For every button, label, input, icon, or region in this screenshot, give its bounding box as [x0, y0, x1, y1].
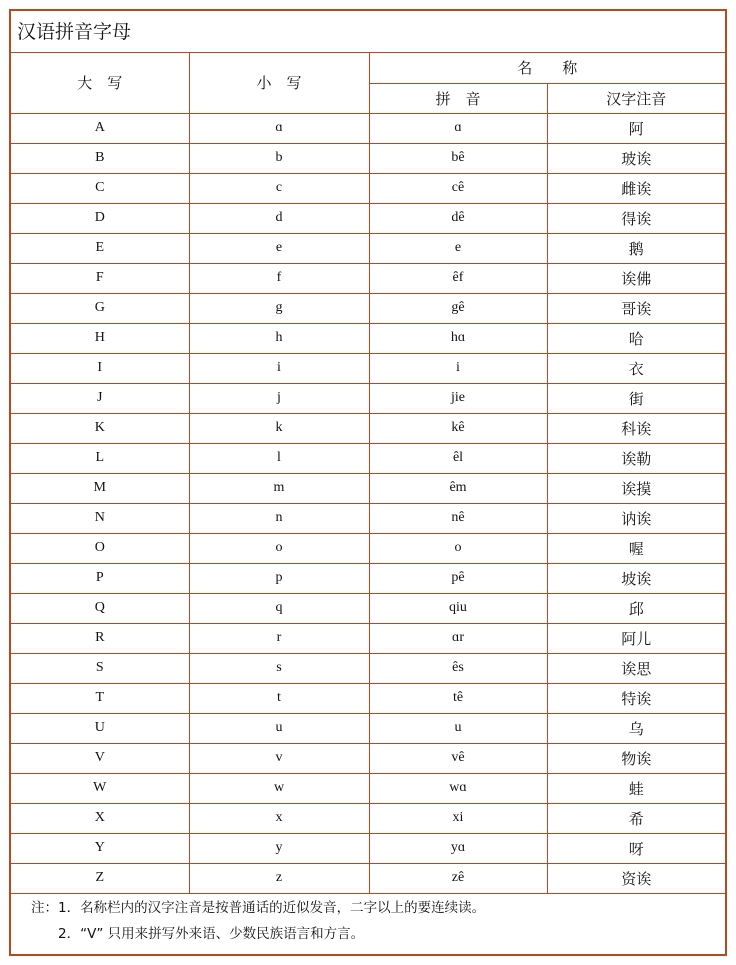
table-row — [11, 473, 725, 503]
cell-lower: g — [189, 293, 369, 323]
cell-hanzi: 科诶 — [547, 413, 725, 443]
table-row — [11, 443, 725, 473]
cell-hanzi: 诶勒 — [547, 443, 725, 473]
cell-lower: z — [189, 863, 369, 893]
cell-pinyin: hɑ — [369, 323, 547, 353]
cell-upper: Y — [11, 833, 189, 863]
cell-hanzi: 诶思 — [547, 653, 725, 683]
cell-upper: N — [11, 503, 189, 533]
cell-hanzi: 鹅 — [547, 233, 725, 263]
header-lower: 小 写 — [189, 53, 369, 113]
table-row — [11, 143, 725, 173]
cell-pinyin: jie — [369, 383, 547, 413]
cell-hanzi: 喔 — [547, 533, 725, 563]
cell-upper: S — [11, 653, 189, 683]
cell-upper: F — [11, 263, 189, 293]
cell-lower: x — [189, 803, 369, 833]
alphabet-table — [11, 53, 725, 894]
cell-pinyin: vê — [369, 743, 547, 773]
cell-pinyin: cê — [369, 173, 547, 203]
cell-lower: ɑ — [189, 113, 369, 143]
table-row — [11, 173, 725, 203]
cell-pinyin: gê — [369, 293, 547, 323]
cell-lower: l — [189, 443, 369, 473]
cell-pinyin: nê — [369, 503, 547, 533]
header-pinyin: 拼 音 — [369, 83, 547, 113]
table-row — [11, 743, 725, 773]
cell-pinyin: u — [369, 713, 547, 743]
cell-hanzi: 街 — [547, 383, 725, 413]
cell-lower: d — [189, 203, 369, 233]
cell-lower: y — [189, 833, 369, 863]
cell-hanzi: 希 — [547, 803, 725, 833]
table-row — [11, 113, 725, 143]
cell-upper: C — [11, 173, 189, 203]
cell-lower: t — [189, 683, 369, 713]
cell-hanzi: 呀 — [547, 833, 725, 863]
cell-lower: q — [189, 593, 369, 623]
cell-pinyin: êm — [369, 473, 547, 503]
cell-lower: v — [189, 743, 369, 773]
cell-hanzi: 讷诶 — [547, 503, 725, 533]
cell-lower: s — [189, 653, 369, 683]
cell-pinyin: ɑr — [369, 623, 547, 653]
cell-lower: k — [189, 413, 369, 443]
cell-pinyin: tê — [369, 683, 547, 713]
cell-lower: f — [189, 263, 369, 293]
cell-hanzi: 邱 — [547, 593, 725, 623]
table-row — [11, 563, 725, 593]
cell-hanzi: 阿儿 — [547, 623, 725, 653]
cell-lower: e — [189, 233, 369, 263]
header-name: 名 称 — [369, 53, 725, 83]
cell-upper: M — [11, 473, 189, 503]
table-row — [11, 413, 725, 443]
cell-lower: i — [189, 353, 369, 383]
table-row — [11, 203, 725, 233]
cell-lower: j — [189, 383, 369, 413]
cell-pinyin: kê — [369, 413, 547, 443]
cell-hanzi: 哥诶 — [547, 293, 725, 323]
table-row — [11, 293, 725, 323]
cell-hanzi: 诶摸 — [547, 473, 725, 503]
cell-pinyin: zê — [369, 863, 547, 893]
cell-upper: A — [11, 113, 189, 143]
header-hanzi: 汉字注音 — [547, 83, 725, 113]
cell-hanzi: 物诶 — [547, 743, 725, 773]
cell-upper: H — [11, 323, 189, 353]
cell-lower: p — [189, 563, 369, 593]
table-row — [11, 383, 725, 413]
cell-upper: K — [11, 413, 189, 443]
header-upper: 大 写 — [11, 53, 189, 113]
table-row — [11, 593, 725, 623]
cell-hanzi: 雌诶 — [547, 173, 725, 203]
table-row — [11, 353, 725, 383]
cell-pinyin: yɑ — [369, 833, 547, 863]
cell-upper: U — [11, 713, 189, 743]
cell-upper: Z — [11, 863, 189, 893]
cell-pinyin: bê — [369, 143, 547, 173]
cell-hanzi: 玻诶 — [547, 143, 725, 173]
cell-upper: L — [11, 443, 189, 473]
cell-lower: u — [189, 713, 369, 743]
cell-pinyin: êl — [369, 443, 547, 473]
cell-hanzi: 衣 — [547, 353, 725, 383]
table-row — [11, 863, 725, 893]
table-row — [11, 323, 725, 353]
table-row — [11, 713, 725, 743]
cell-upper: R — [11, 623, 189, 653]
table-row — [11, 623, 725, 653]
cell-pinyin: xi — [369, 803, 547, 833]
cell-pinyin: pê — [369, 563, 547, 593]
cell-hanzi: 得诶 — [547, 203, 725, 233]
cell-upper: X — [11, 803, 189, 833]
cell-hanzi: 哈 — [547, 323, 725, 353]
cell-lower: o — [189, 533, 369, 563]
cell-upper: V — [11, 743, 189, 773]
cell-lower: c — [189, 173, 369, 203]
cell-hanzi: 诶佛 — [547, 263, 725, 293]
cell-pinyin: o — [369, 533, 547, 563]
table-row — [11, 833, 725, 863]
cell-lower: h — [189, 323, 369, 353]
note-2: 2．“V” 只用来拼写外来语、少数民族语言和方言。 — [58, 926, 365, 942]
cell-hanzi: 乌 — [547, 713, 725, 743]
cell-pinyin: ês — [369, 653, 547, 683]
cell-hanzi: 特诶 — [547, 683, 725, 713]
cell-lower: r — [189, 623, 369, 653]
cell-upper: G — [11, 293, 189, 323]
cell-upper: D — [11, 203, 189, 233]
cell-pinyin: qiu — [369, 593, 547, 623]
table-row — [11, 773, 725, 803]
table-row — [11, 683, 725, 713]
cell-upper: E — [11, 233, 189, 263]
cell-upper: Q — [11, 593, 189, 623]
cell-lower: n — [189, 503, 369, 533]
cell-lower: m — [189, 473, 369, 503]
cell-lower: b — [189, 143, 369, 173]
page-title: 汉语拼音字母 — [11, 11, 725, 53]
table-row — [11, 233, 725, 263]
cell-pinyin: e — [369, 233, 547, 263]
cell-hanzi: 资诶 — [547, 863, 725, 893]
table-row — [11, 503, 725, 533]
table-row — [11, 533, 725, 563]
cell-pinyin: ɑ — [369, 113, 547, 143]
cell-pinyin: i — [369, 353, 547, 383]
cell-upper: B — [11, 143, 189, 173]
cell-upper: J — [11, 383, 189, 413]
cell-lower: w — [189, 773, 369, 803]
cell-hanzi: 阿 — [547, 113, 725, 143]
cell-pinyin: dê — [369, 203, 547, 233]
cell-upper: W — [11, 773, 189, 803]
pinyin-alphabet-panel — [9, 9, 727, 956]
cell-pinyin: êf — [369, 263, 547, 293]
cell-upper: O — [11, 533, 189, 563]
cell-pinyin: wɑ — [369, 773, 547, 803]
table-row — [11, 263, 725, 293]
cell-upper: I — [11, 353, 189, 383]
cell-upper: T — [11, 683, 189, 713]
table-row — [11, 653, 725, 683]
notes — [11, 895, 725, 947]
table-row — [11, 803, 725, 833]
cell-upper: P — [11, 563, 189, 593]
cell-hanzi: 蛙 — [547, 773, 725, 803]
cell-hanzi: 坡诶 — [547, 563, 725, 593]
note-1: 注：1．名称栏内的汉字注音是按普通话的近似发音，二字以上的要连续读。 — [31, 900, 486, 916]
